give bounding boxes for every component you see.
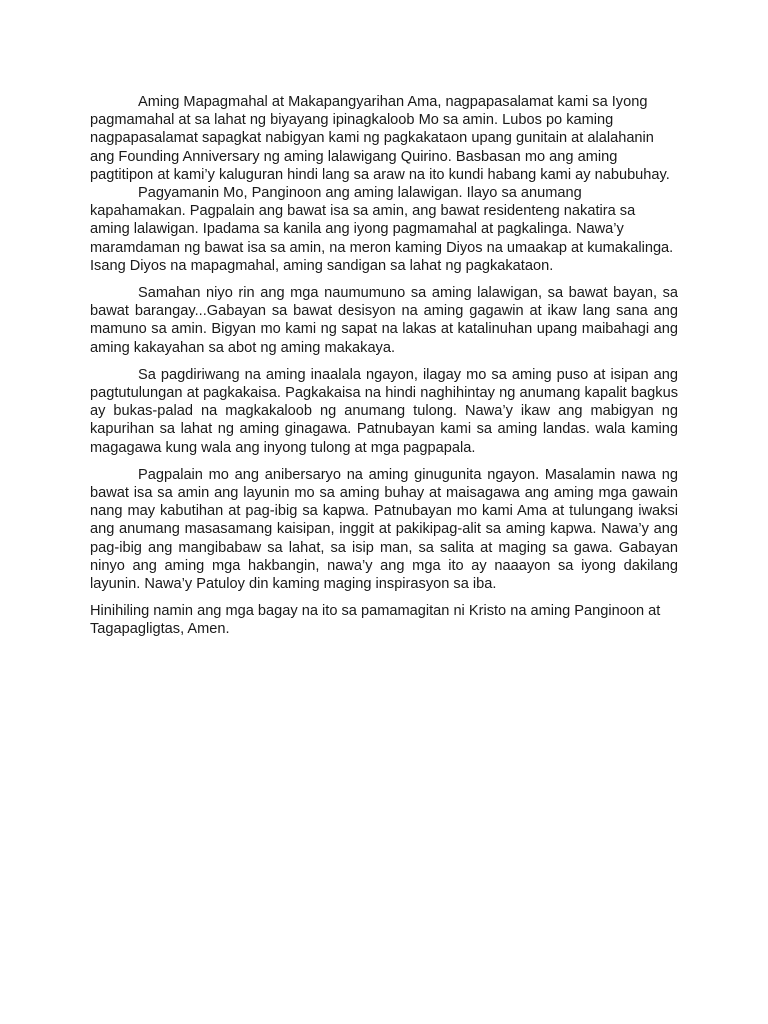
paragraph-opening-thanks: Aming Mapagmahal at Makapangyarihan Ama, nagpapasalamat kami sa Iyong pagmamahal at sa lahat ng biyayang ipinagkaloob Mo sa amin. Lubos po kaming nagpapasalamat sapagkat nabigyan kami ng pagkakataon upang gunitain at alalahanin ang Founding Anniversary ng aming lalawigang Quirino. Basbasan mo ang aming pagtitipon at kami’y kaluguran hindi lang sa araw na ito kundi habang kami ay nabubuhay. xyxy=(90,94,670,183)
paragraph-anniversary: Pagpalain mo ang anibersaryo na aming ginugunita ngayon. Masalamin nawa ng bawat isa sa amin ang layunin mo sa aming buhay at maisagawa ang aming mga gawain nang may kabutihan at pag-ibig sa kapwa. Patnubayan mo kami Ama at tulungang iwaksi ang anumang masasamang kaisipan, inggit at pakikipag-alit sa aming kapwa. Nawa’y ang pag-ibig ang mangibabaw sa lahat, sa isip man, sa salita at maging sa gawa. Gabayan ninyo ang aming mga hakbangin, nawa’y ang mga ito ay naaayon sa iyong dakilang layunin. Nawa’y Patuloy din kaming maging inspirasyon sa iba. xyxy=(90,466,678,593)
paragraph-closing-amen: Hinihiling namin ang mga bagay na ito sa pamamagitan ni Kristo na aming Panginoon at Tagapagligtas, Amen. xyxy=(90,603,661,638)
paragraph-leaders: Samahan niyo rin ang mga naumumuno sa aming lalawigan, sa bawat bayan, sa bawat barangay...Gabayan sa bawat desisyon na aming gagawin at ikaw lang sana ang mamuno sa amin. Bigyan mo kami ng sapat na lakas at katalinuhan upang maibahagi ang aming kakayahan sa abot ng aming makakaya. xyxy=(90,285,678,356)
paragraph-unity: Sa pagdiriwang na aming inaalala ngayon, ilagay mo sa aming puso at isipan ang pagtutulungan at pagkakaisa. Pagkakaisa na hindi naghihintay ng anumang kapalit bagkus ay bukas-palad na magkakaloob ng anumang tulong. Nawa’y ikaw ang mabigyan ng kapurihan sa lahat ng aming ginagawa. Patnubayan kami sa aming landas. wala kaming magagawa kung wala ang inyong tulong at mga pagpapala. xyxy=(90,366,678,456)
paragraph-province-blessing: Pagyamanin Mo, Panginoon ang aming lalawigan. Ilayo sa anumang kapahamakan. Pagpalain ang bawat isa sa amin, ang bawat residenteng nakatira sa aming lalawigan. Ipadama sa kanila ang iyong pagmamahal at pagkalinga. Nawa’y maramdaman ng bawat isa sa amin, na meron kaming Diyos na umaakap at kumakalinga. Isang Diyos na mapagmahal, aming sandigan sa lahat ng pagkakataon. xyxy=(90,185,674,274)
